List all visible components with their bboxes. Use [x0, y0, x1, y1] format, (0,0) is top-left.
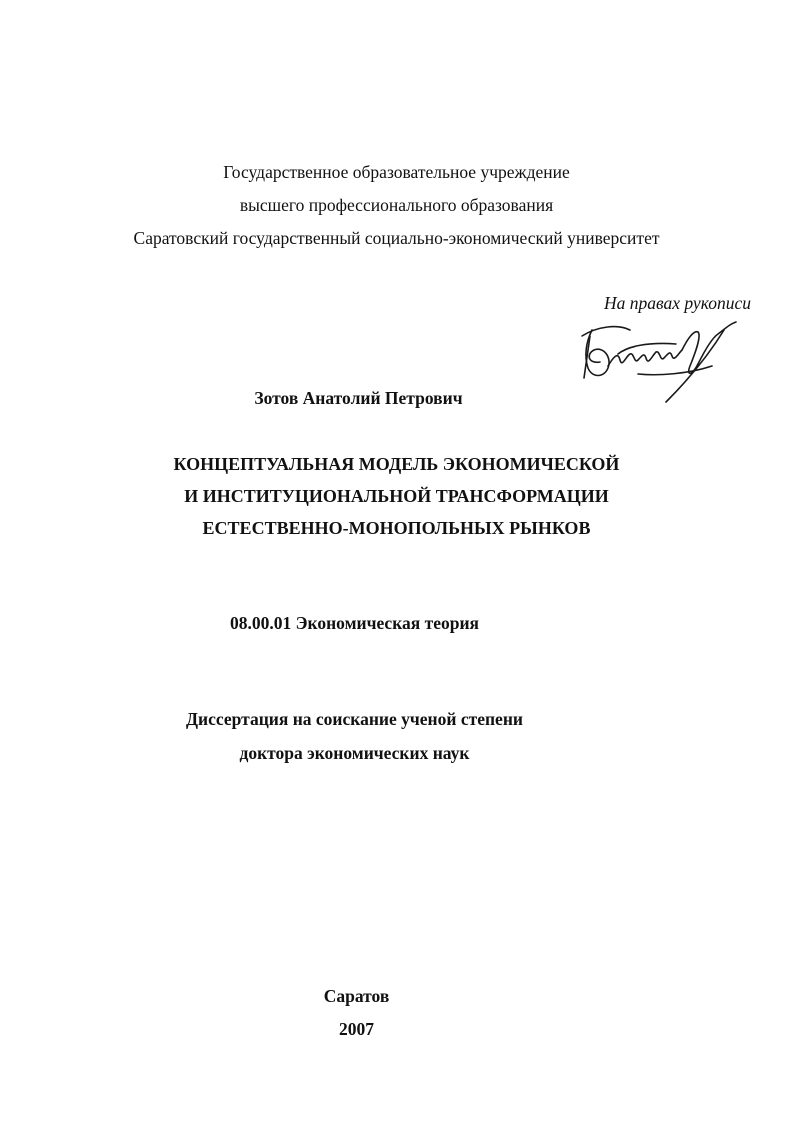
institution-line-3: Саратовский государственный социально-экономический университет [133, 228, 660, 248]
title-line-2: И ИНСТИТУЦИОНАЛЬНОЙ ТРАНСФОРМАЦИИ [184, 486, 609, 506]
year: 2007 [339, 1019, 374, 1039]
degree-line-2: доктора экономических наук [239, 743, 470, 763]
title-line-3: ЕСТЕСТВЕННО-МОНОПОЛЬНЫХ РЫНКОВ [202, 518, 591, 538]
city-name: Саратов [323, 986, 390, 1006]
manuscript-rights-label: На правах рукописи [604, 293, 751, 313]
title-line-1: КОНЦЕПТУАЛЬНАЯ МОДЕЛЬ ЭКОНОМИЧЕСКОЙ [173, 454, 620, 474]
institution-line-1: Государственное образовательное учреждение [223, 162, 570, 182]
specialty-code: 08.00.01 Экономическая теория [229, 613, 480, 633]
author-name: Зотов Анатолий Петрович [254, 388, 463, 408]
degree-line-1: Диссертация на соискание ученой степени [186, 709, 523, 729]
institution-line-2: высшего профессионального образования [239, 195, 554, 215]
